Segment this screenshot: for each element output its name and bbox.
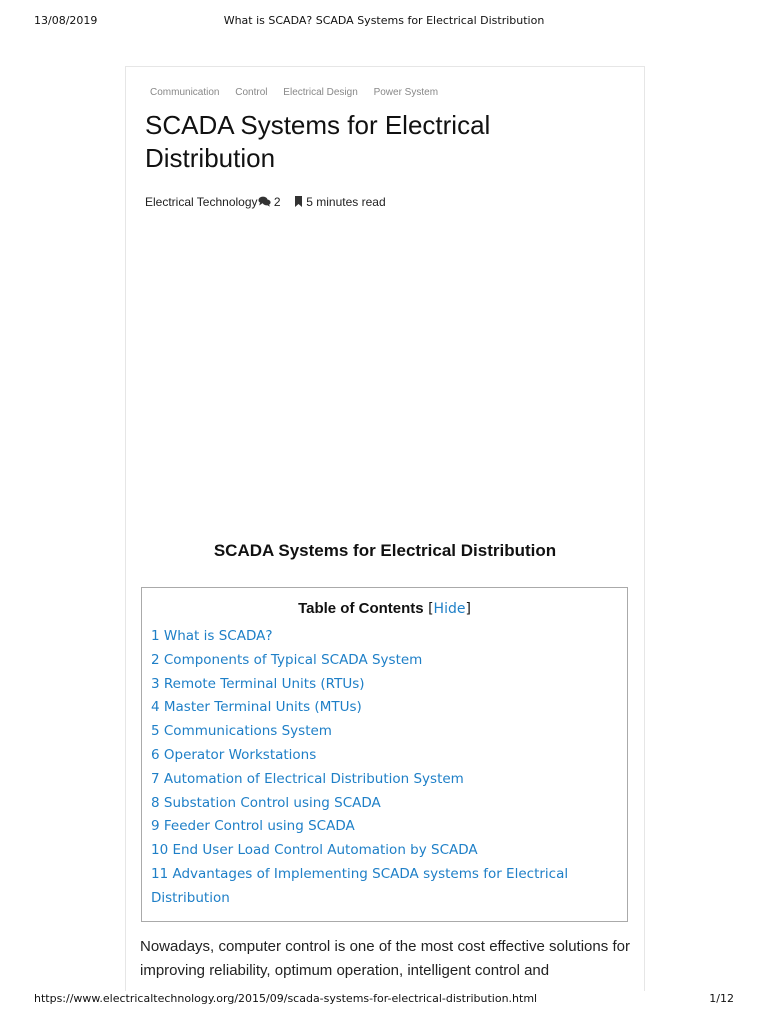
category-link-communication[interactable]: Communication: [150, 87, 220, 98]
comments-icon[interactable]: [258, 196, 271, 210]
print-page-number: 1/12: [709, 992, 734, 1005]
toc-item[interactable]: 3 Remote Terminal Units (RTUs): [151, 675, 365, 692]
toc-item[interactable]: 7 Automation of Electrical Distribution System: [151, 770, 464, 787]
read-time: 5 minutes read: [306, 195, 386, 209]
toc-item[interactable]: 6 Operator Workstations: [151, 746, 317, 763]
print-header: [34, 14, 734, 32]
toc-toggle-open-bracket: [: [428, 601, 434, 617]
comments-count[interactable]: 2: [273, 195, 281, 209]
author-link[interactable]: Electrical Technology: [145, 195, 258, 209]
category-link-control[interactable]: Control: [235, 87, 268, 98]
toc-toggle-close-bracket: ]: [465, 601, 471, 617]
toc-item[interactable]: 1 What is SCADA?: [151, 628, 273, 644]
toc-item[interactable]: 2 Components of Typical SCADA System: [151, 651, 423, 668]
article-card: [125, 66, 645, 991]
post-title: SCADA Systems for Electrical Distribution: [145, 110, 491, 173]
category-list: [150, 87, 451, 98]
toc-item[interactable]: 8 Substation Control using SCADA: [151, 794, 381, 811]
toc-item[interactable]: 5 Communications System: [151, 723, 332, 740]
body-paragraph: Nowadays, computer control is one of the most cost effective solutions for improving reliability, optimum operation, intelligent control and: [140, 938, 630, 979]
toc-item[interactable]: 11 Advantages of Implementing SCADA systems for Electrical Distribution: [151, 865, 569, 906]
section-heading: SCADA Systems for Electrical Distribution: [213, 541, 557, 560]
post-meta: [145, 195, 386, 210]
table-of-contents: [141, 587, 628, 922]
bookmark-icon: [294, 196, 303, 210]
category-link-power-system[interactable]: Power System: [373, 87, 439, 98]
toc-header: [142, 600, 627, 617]
print-url: https://www.electricaltechnology.org/2015/09/scada-systems-for-electrical-distribution.html: [34, 992, 538, 1005]
toc-title: Table of Contents: [298, 600, 424, 617]
print-footer: [34, 992, 734, 1010]
print-page-title: What is SCADA? SCADA Systems for Electrical Distribution: [223, 14, 545, 27]
ad-placeholder: [145, 227, 623, 527]
toc-list: [142, 625, 627, 911]
toc-item[interactable]: 9 Feeder Control using SCADA: [151, 818, 355, 835]
toc-item[interactable]: 4 Master Terminal Units (MTUs): [151, 699, 362, 716]
category-link-electrical-design[interactable]: Electrical Design: [283, 87, 358, 98]
toc-item[interactable]: 10 End User Load Control Automation by SCADA: [151, 842, 478, 859]
toc-hide-link[interactable]: Hide: [433, 601, 466, 617]
print-date: 13/08/2019: [34, 14, 98, 27]
